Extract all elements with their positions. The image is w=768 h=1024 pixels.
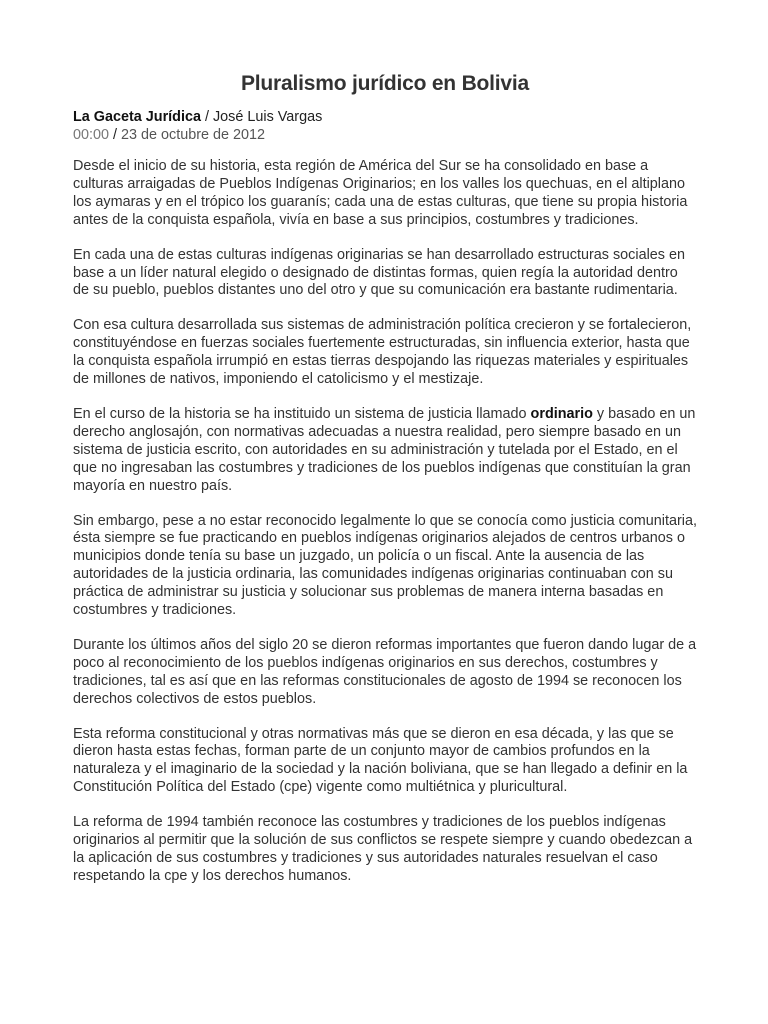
dateline (73, 126, 697, 144)
article (73, 70, 697, 903)
article-title: Pluralismo jurídico en Bolivia (240, 72, 530, 95)
paragraph-4-text-after: y basado en un derecho anglosajón, con normativas adecuadas a nuestra realidad, pero siempre basado en un sistema de justicia escrito, con autoridades en su administración y tutelada por el Estado, en el que no ingresaban las costumbres y tradiciones de los pueblos indígenas que constituían la gran mayoría en nuestro país. (73, 405, 696, 494)
paragraph-1: Desde el inicio de su historia, esta región de América del Sur se ha consolidado en base a culturas arraigadas de Pueblos Indígenas Originarios; en los valles los quechuas, en el altiplano los aymaras y en el trópico los guaranís; cada una de estas culturas, que tiene su propia historia antes de la conquista española, vivía en base a sus principios, costumbres y tradiciones. (73, 158, 688, 228)
paragraph-4-bold-term: ordinario (530, 405, 593, 422)
author-name: José Luis Vargas (212, 109, 323, 125)
paragraph-6: Durante los últimos años del siglo 20 se dieron reformas importantes que fueron dando lugar de a poco al reconocimiento de los pueblos indígenas originarios en sus derechos, costumbres y tradiciones, tal es así que en las reformas constitucionales de agosto de 1994 se reconocen los derechos colectivos de estos pueblos. (73, 636, 697, 707)
publish-date: 23 de octubre de 2012 (121, 127, 266, 143)
publish-time: 00:00 (73, 127, 110, 143)
paragraph-4-text-before: En el curso de la historia se ha instituido un sistema de justicia llamado (73, 405, 531, 422)
paragraph-4 (73, 406, 697, 496)
date-separator: / (109, 127, 122, 143)
paragraph-3: Con esa cultura desarrollada sus sistemas de administración política crecieron y se fortalecieron, constituyéndose en fuerzas sociales fuertemente estructuradas, sin influencia exterior, hasta que la conquista española irrumpió en estas tierras despojando las riquezas materiales y espirituales de millones de nativos, imponiendo el catolicismo y el mestizaje. (73, 317, 692, 388)
paragraph-7: Esta reforma constitucional y otras normativas más que se dieron en esa década, y las que se dieron hasta estas fechas, forman parte de un conjunto mayor de cambios profundos en la naturaleza y el imaginario de la sociedad y la nación boliviana, que se han llegado a definir en la Constitución Política del Estado (cpe) vigente como multiétnica y pluricultural. (73, 725, 688, 796)
paragraph-2: En cada una de estas culturas indígenas originarias se han desarrollado estructuras sociales en base a un líder natural elegido o designado de distintas formas, quien regía la autoridad dentro de su pueblo, pueblos distantes uno del otro y que su comunicación era bastante rudimentaria. (73, 246, 685, 299)
paragraph-8: La reforma de 1994 también reconoce las costumbres y tradiciones de los pueblos indígenas originarios al permitir que la solución de sus conflictos se respete siempre y cuando obedezcan a la aplicación de sus costumbres y tradiciones y sus autoridades naturales resuelvan el caso respetando la cpe y los derechos humanos. (73, 814, 693, 884)
byline-separator: / (200, 109, 213, 125)
byline (73, 108, 697, 126)
source-name: La Gaceta Jurídica (73, 109, 201, 125)
paragraph-5: Sin embargo, pese a no estar reconocido legalmente lo que se conocía como justicia comunitaria, ésta siempre se fue practicando en pueblos indígenas originarios alejados de centros urbanos o municipios donde tenía su base un juzgado, un policía o un fiscal. Ante la ausencia de las autoridades de la justicia ordinaria, las comunidades indígenas originarias continuaban con su práctica de administrar su justicia y solucionar sus problemas de manera interna basadas en costumbres y tradiciones. (73, 512, 697, 619)
